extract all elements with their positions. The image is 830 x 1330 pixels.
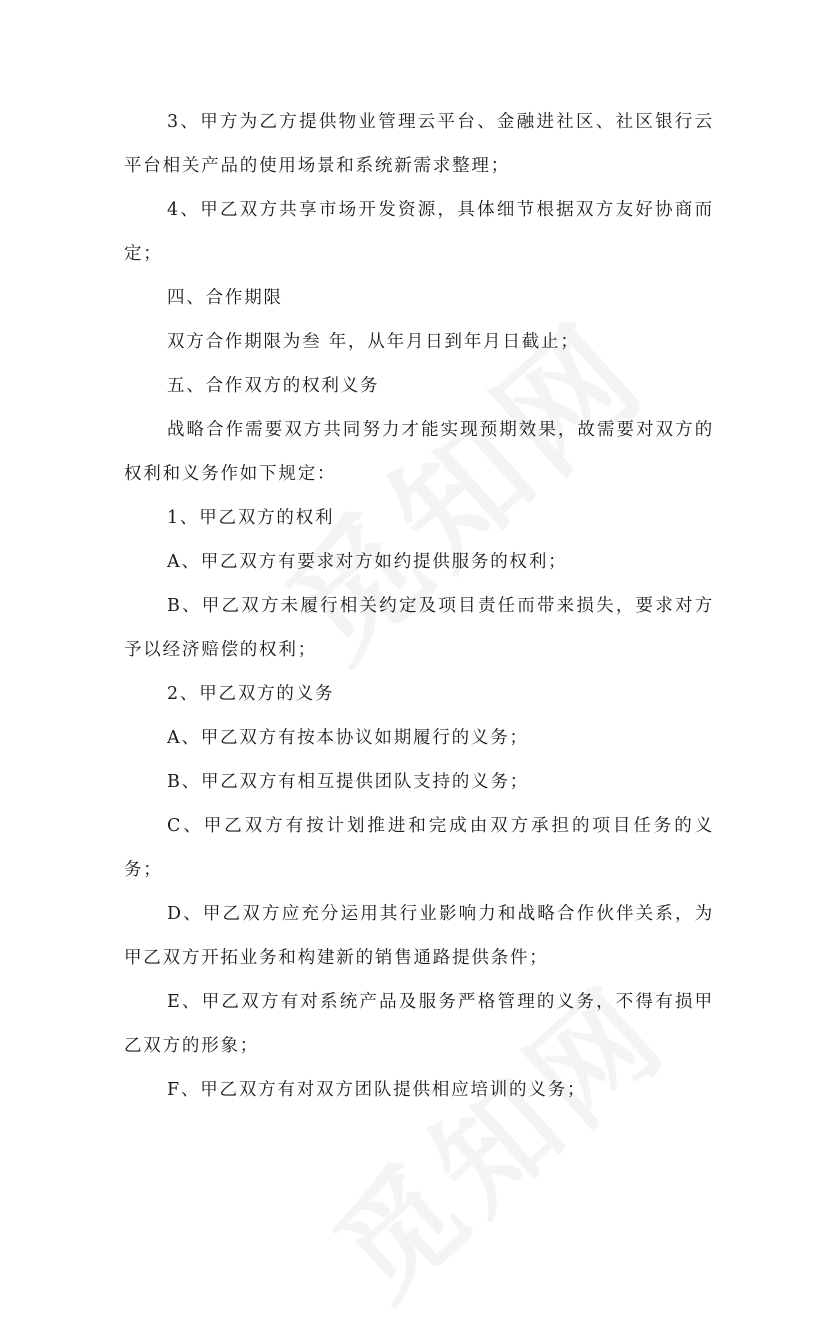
document-body (124, 100, 714, 1112)
paragraph-obligation-f: F、甲乙双方有对双方团队提供相应培训的义务； (167, 1080, 587, 1100)
paragraph-obligation-e: E、甲乙双方有对系统产品及服务严格管理的义务，不得有损甲乙双方的形象； (124, 992, 714, 1056)
paragraph-obligation-a: A、甲乙双方有按本协议如期履行的义务； (167, 728, 529, 748)
subheading-rights: 1、甲乙双方的权利 (167, 508, 335, 528)
paragraph-right-b: B、甲乙双方未履行相关约定及项目责任而带来损失，要求对方予以经济赔偿的权利； (124, 596, 714, 660)
subheading-obligations: 2、甲乙双方的义务 (167, 684, 335, 704)
section-heading-term: 四、合作期限 (167, 288, 283, 308)
paragraph-obligation-c: C、甲乙双方有按计划推进和完成由双方承担的项目任务的义务； (124, 816, 714, 880)
paragraph-obligation-b: B、甲乙双方有相互提供团队支持的义务； (167, 772, 530, 792)
paragraph-obligation-d: D、甲乙双方应充分运用其行业影响力和战略合作伙伴关系，为甲乙双方开拓业务和构建新的销售通路提供条件； (124, 904, 714, 968)
paragraph-right-a: A、甲乙双方有要求对方如约提供服务的权利； (167, 552, 568, 572)
paragraph-term: 双方合作期限为叁 年，从年月日到年月日截止； (167, 332, 580, 352)
paragraph-item-4: 4、甲乙双方共享市场开发资源，具体细节根据双方友好协商而定； (124, 200, 714, 264)
paragraph-item-3: 3、甲方为乙方提供物业管理云平台、金融进社区、社区银行云平台相关产品的使用场景和系统新需求整理； (124, 112, 714, 176)
paragraph-intro: 战略合作需要双方共同努力才能实现预期效果，故需要对双方的权利和义务作如下规定： (124, 420, 714, 484)
section-heading-rights-obligations: 五、合作双方的权利义务 (167, 376, 380, 396)
